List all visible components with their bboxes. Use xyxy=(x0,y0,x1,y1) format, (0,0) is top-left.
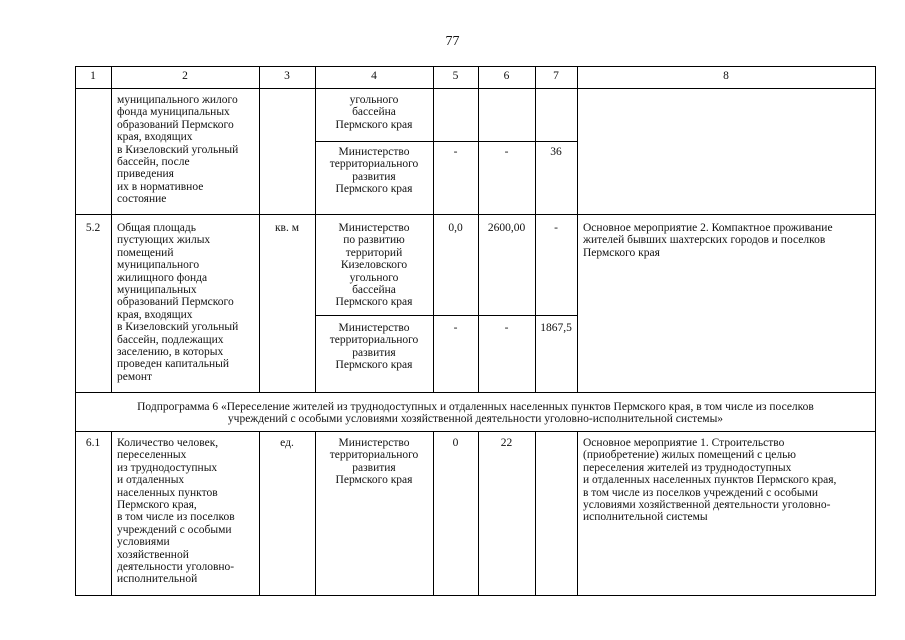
row-6-1-number: 6.1 xyxy=(85,437,101,449)
header-col-2: 2 xyxy=(182,70,188,82)
row-5-2-number: 5.2 xyxy=(85,222,101,234)
row-5-2-value-6a: 2600,00 xyxy=(487,222,526,234)
page-number: 77 xyxy=(445,34,460,49)
row-5-2-value-7b: 1867,5 xyxy=(540,322,572,334)
header-col-7: 7 xyxy=(553,70,559,82)
header-col-4: 4 xyxy=(371,70,377,82)
data-table xyxy=(75,66,876,596)
row-6-1-activity: Основное мероприятие 1. Строительство (приобретение) жилых помещений с целью переселения жителей из труднодоступных и отдаленных населенных пунктов Пермского края, в том числе из поселков учреждений с особыми условиями хозяйственной деятельности уголовно- исполнительной системы xyxy=(583,437,837,524)
row-5-2-value-5b: - xyxy=(453,322,458,334)
row-5-2-responsible-a: Министерство по развитию территорий Кизеловского угольного бассейна Пермского края xyxy=(335,222,413,309)
row-5-2-value-6b: - xyxy=(504,322,509,334)
cont-responsible-a: угольного бассейна Пермского края xyxy=(335,94,413,131)
row-6-1-responsible: Министерство территориального развития Пермского края xyxy=(329,437,419,487)
row-5-2-responsible-b: Министерство территориального развития Пермского края xyxy=(329,322,419,372)
row-5-2-value-7a: - xyxy=(554,222,558,234)
row-5-2-unit: кв. м xyxy=(274,222,300,234)
row-6-1-unit: ед. xyxy=(280,437,294,449)
header-col-1: 1 xyxy=(90,70,96,82)
subprogram-6-title: Подпрограмма 6 «Переселение жителей из труднодоступных и отдаленных населенных пунктов Пермского края, в том числе из поселков учреждений с особыми условиями хозяйственной деятельности уголовно-исполнительной системы» xyxy=(137,401,814,426)
header-col-6: 6 xyxy=(503,70,510,82)
header-col-3: 3 xyxy=(284,70,290,82)
cont-responsible-b: Министерство территориального развития Пермского края xyxy=(329,146,419,196)
row-6-1-value-6: 22 xyxy=(500,437,513,449)
row-6-1-value-5: 0 xyxy=(452,437,459,449)
row-5-2-value-5a: 0,0 xyxy=(448,222,463,234)
header-col-5: 5 xyxy=(452,70,459,82)
row-6-1-indicator: Количество человек, переселенных из труднодоступных и отдаленных населенных пунктов Пермского края, в том числе из поселков учреждений с особыми условиями хозяйственной деятельности уголовно- исполнительной xyxy=(117,437,235,586)
cont-value-6b: - xyxy=(504,146,509,158)
cont-value-7b: 36 xyxy=(550,146,562,158)
cont-value-5b: - xyxy=(453,146,458,158)
row-5-2-activity: Основное мероприятие 2. Компактное проживание жителей бывших шахтерских городов и поселков Пермского края xyxy=(583,222,833,259)
row-5-2-indicator: Общая площадь пустующих жилых помещений муниципального жилищного фонда муниципальных образований Пермского края, входящих в Кизеловский угольный бассейн, подлежащих заселению, в которых проведен капитальный ремонт xyxy=(117,222,239,383)
header-col-8: 8 xyxy=(723,70,729,82)
cont-indicator-text: муниципального жилого фонда муниципальных образований Пермского края, входящих в Кизеловский угольный бассейн, после приведения их в нормативное состояние xyxy=(117,94,239,206)
